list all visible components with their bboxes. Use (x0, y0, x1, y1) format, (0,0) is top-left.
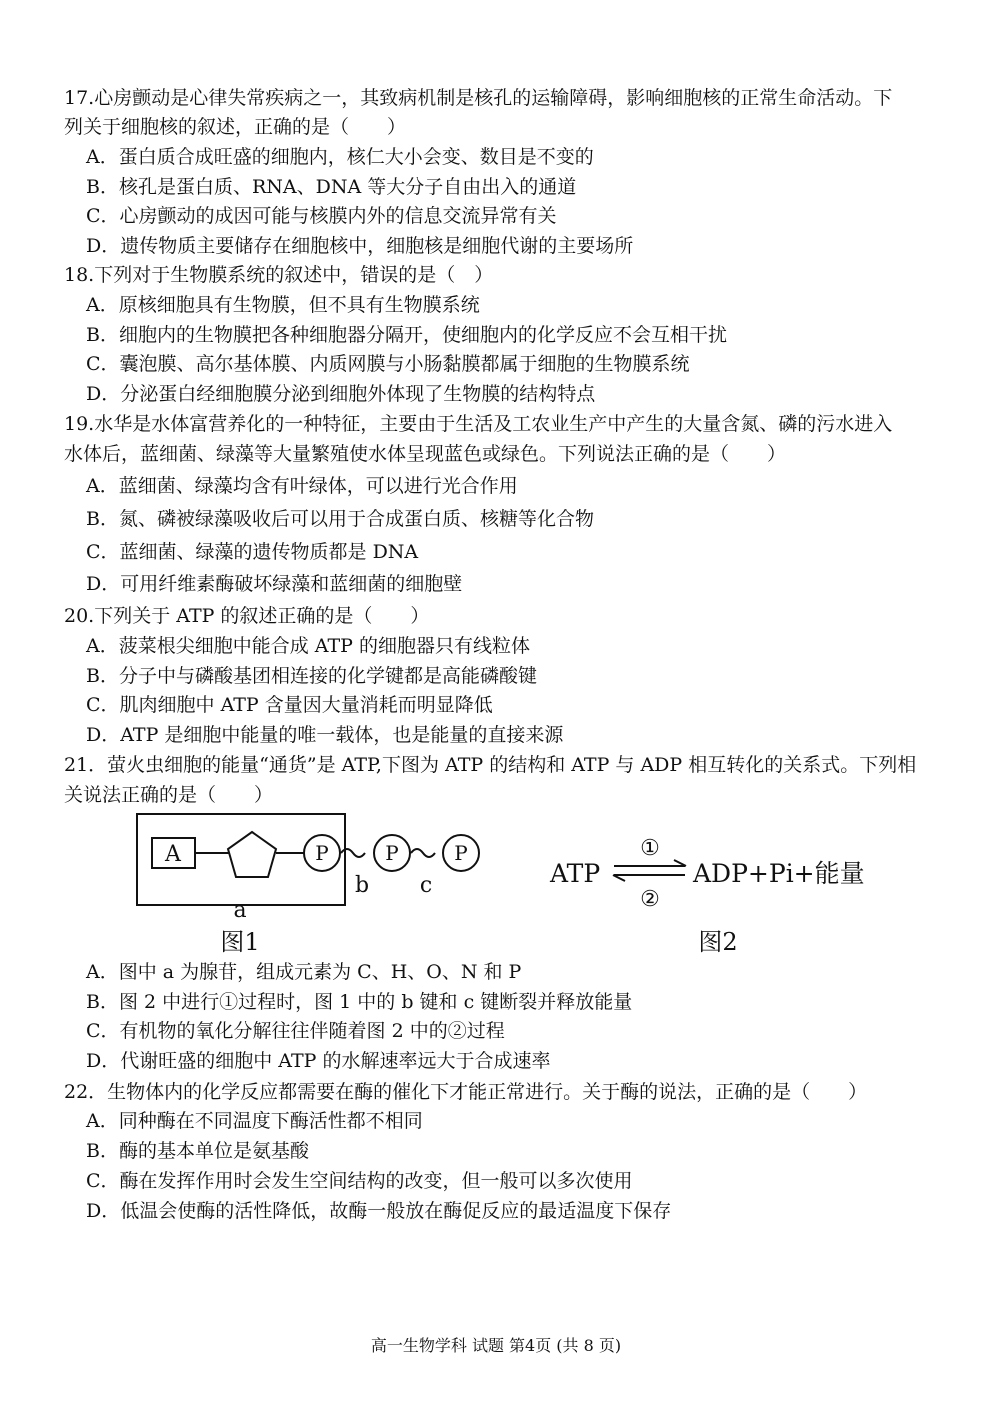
question-19-option-b: B．氮、磷被绿藻吸收后可以用于合成蛋白质、核糖等化合物 (86, 508, 594, 530)
question-20-option-a: A．菠菜根尖细胞中能合成 ATP 的细胞器只有线粒体 (86, 635, 530, 657)
question-22-option-b: B．酶的基本单位是氨基酸 (86, 1140, 309, 1162)
products-adp-pi-energy: ADP+Pi+能量 (693, 859, 865, 888)
question-18-option-b: B．细胞内的生物膜把各种细胞器分隔开，使细胞内的化学反应不会互相干扰 (86, 324, 727, 346)
high-energy-bond-c (411, 849, 435, 857)
question-18-option-d: D．分泌蛋白经细胞膜分泌到细胞外体现了生物膜的结构特点 (86, 383, 596, 405)
question-22-stem: 22．生物体内的化学反应都需要在酶的催化下才能正常进行。关于酶的说法，正确的是（ ） (64, 1081, 868, 1103)
question-22-option-a: A．同种酶在不同温度下酶活性都不相同 (86, 1110, 423, 1132)
atp-figures (0, 805, 992, 965)
question-21-stem-line-1: 21．萤火虫细胞的能量“通货”是 ATP,下图为 ATP 的结构和 ATP 与 ADP 相互转化的关系式。下列相 (64, 754, 917, 776)
question-21-option-b: B．图 2 中进行①过程时，图 1 中的 b 键和 c 键断裂并释放能量 (86, 991, 633, 1013)
question-19-option-c: C．蓝细菌、绿藻的遗传物质都是 DNA (86, 541, 419, 563)
question-17-option-d: D．遗传物质主要储存在细胞核中，细胞核是细胞代谢的主要场所 (86, 235, 634, 257)
question-20-option-b: B．分子中与磷酸基团相连接的化学键都是高能磷酸键 (86, 665, 537, 687)
figure-2-atp-adp-conversion (549, 836, 865, 956)
question-19-stem-line-1: 19.水华是水体富营养化的一种特征，主要由于生活及工农业生产中产生的大量含氮、磷的污水进入 (64, 413, 893, 435)
phosphate-label-1: P (315, 841, 329, 865)
question-17-option-c: C．心房颤动的成因可能与核膜内外的信息交流异常有关 (86, 205, 557, 227)
question-21-stem-line-2: 关说法正确的是（ ） (64, 784, 274, 806)
reactant-atp: ATP (550, 859, 601, 888)
label-a: a (233, 898, 247, 923)
question-20-option-d: D．ATP 是细胞中能量的唯一载体，也是能量的直接来源 (86, 724, 564, 746)
question-17-stem-line-1: 17.心房颤动是心律失常疾病之一，其致病机制是核孔的运输障碍，影响细胞核的正常生命活动。下 (64, 87, 893, 109)
figure-1-atp-structure (137, 814, 479, 956)
question-17-option-b: B．核孔是蛋白质、RNA、DNA 等大分子自由出入的通道 (86, 176, 577, 198)
forward-reaction-label: ① (640, 836, 660, 861)
question-19-stem-line-2: 水体后，蓝细菌、绿藻等大量繁殖使水体呈现蓝色或绿色。下列说法正确的是（ ） (64, 443, 787, 465)
question-17-stem-line-2: 列关于细胞核的叙述，正确的是（ ） (64, 116, 407, 138)
page-footer: 高一生物学科 试题 第4页 (共 8 页) (370, 1336, 622, 1355)
question-21-option-d: D．代谢旺盛的细胞中 ATP 的水解速率远大于合成速率 (86, 1050, 551, 1072)
question-20-stem: 20.下列关于 ATP 的叙述正确的是（ ） (64, 605, 430, 627)
question-18-stem: 18.下列对于生物膜系统的叙述中，错误的是（ ） (64, 264, 494, 286)
bond-c-label: c (419, 873, 433, 898)
backward-reaction-label: ② (640, 887, 660, 912)
question-17-option-a: A．蛋白质合成旺盛的细胞内，核仁大小会变、数目是不变的 (86, 146, 594, 168)
figure-1-caption: 图1 (220, 928, 260, 956)
adenine-label: A (165, 842, 181, 867)
question-21-option-c: C．有机物的氧化分解往往伴随着图 2 中的②过程 (86, 1020, 505, 1042)
question-22-option-c: C．酶在发挥作用时会发生空间结构的改变，但一般可以多次使用 (86, 1170, 633, 1192)
bond-b-label: b (354, 873, 370, 898)
phosphate-label-2: P (385, 841, 399, 865)
question-19-option-d: D．可用纤维素酶破坏绿藻和蓝细菌的细胞壁 (86, 573, 463, 595)
question-22-option-d: D．低温会使酶的活性降低，故酶一般放在酶促反应的最适温度下保存 (86, 1200, 672, 1222)
question-18-option-c: C．囊泡膜、高尔基体膜、内质网膜与小肠黏膜都属于细胞的生物膜系统 (86, 353, 690, 375)
question-18-option-a: A．原核细胞具有生物膜，但不具有生物膜系统 (86, 294, 480, 316)
figure-2-caption: 图2 (698, 928, 738, 956)
phosphate-label-3: P (454, 841, 468, 865)
ribose-pentagon (228, 832, 276, 877)
question-21-option-a: A．图中 a 为腺苷，组成元素为 C、H、O、N 和 P (86, 961, 522, 983)
question-19-option-a: A．蓝细菌、绿藻均含有叶绿体，可以进行光合作用 (86, 475, 518, 497)
question-20-option-c: C．肌肉细胞中 ATP 含量因大量消耗而明显降低 (86, 694, 493, 716)
